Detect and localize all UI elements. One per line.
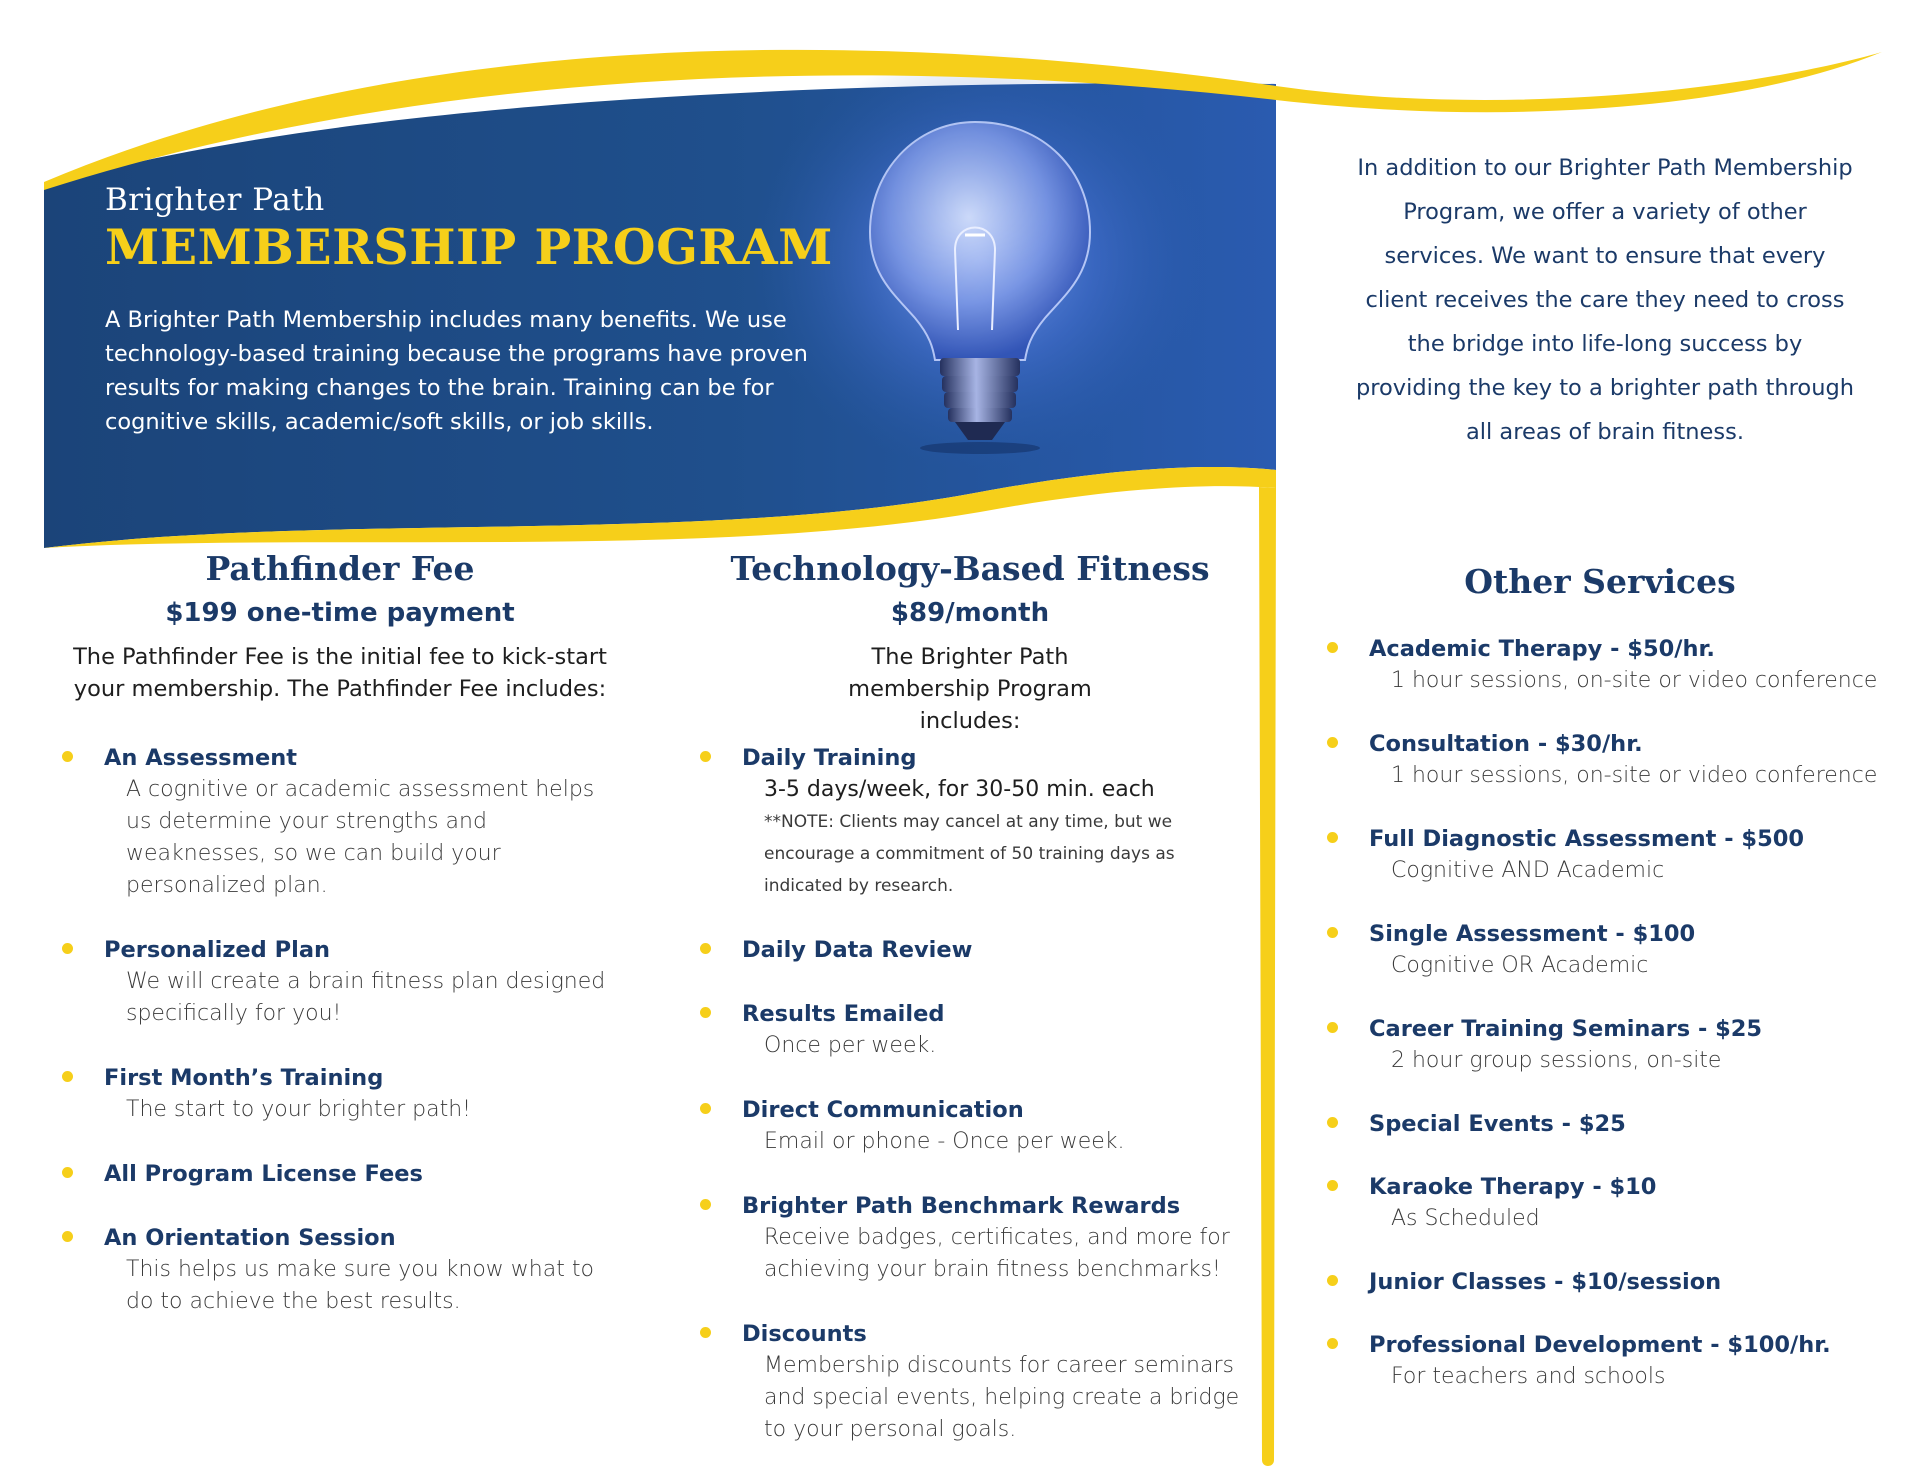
pathfinder-intro: The Pathfinder Fee is the initial fee to kick-start your membership. The Pathfinder Fee includes: bbox=[73, 644, 607, 702]
bullet-icon bbox=[700, 1103, 711, 1114]
hero-description: A Brighter Path Membership includes many benefits. We use technology-based training because the programs have proven results for making changes to the brain. Training can be for cognitive skills, academic/soft skills, or job skills. bbox=[105, 307, 808, 435]
bullet-icon bbox=[700, 1199, 711, 1210]
bullet-icon bbox=[1327, 737, 1338, 748]
item-title: Discounts bbox=[742, 1321, 867, 1347]
item-title: Professional Development - $100/hr. bbox=[1369, 1332, 1831, 1358]
bullet-icon bbox=[62, 751, 73, 762]
bullet-icon bbox=[62, 1231, 73, 1242]
bullet-icon bbox=[62, 943, 73, 954]
item-description: Receive badges, certificates, and more for achieving your brain fitness benchmarks! bbox=[764, 1225, 1230, 1282]
item-description: This helps us make sure you know what to do to achieve the best results. bbox=[126, 1257, 594, 1314]
bullet-icon bbox=[1327, 1275, 1338, 1286]
list-item bbox=[700, 742, 1240, 902]
item-title: Career Training Seminars - $25 bbox=[1369, 1016, 1763, 1042]
bullet-icon bbox=[1327, 927, 1338, 938]
item-title: An Assessment bbox=[104, 745, 297, 771]
bullet-icon bbox=[700, 943, 711, 954]
list-item bbox=[62, 934, 622, 1030]
pathfinder-price: $199 one-time payment bbox=[165, 598, 515, 628]
bullet-icon bbox=[700, 1327, 711, 1338]
item-title: Results Emailed bbox=[742, 1001, 945, 1027]
item-description: The start to your brighter path! bbox=[126, 1097, 471, 1122]
item-title: Full Diagnostic Assessment - $500 bbox=[1369, 826, 1805, 852]
item-title: Junior Classes - $10/session bbox=[1369, 1269, 1722, 1295]
list-item bbox=[700, 1190, 1240, 1286]
hero-title: MEMBERSHIP PROGRAM bbox=[105, 218, 833, 276]
list-item bbox=[62, 1062, 622, 1126]
item-description: For teachers and schools bbox=[1391, 1364, 1666, 1389]
list-item bbox=[1327, 1171, 1907, 1235]
bullet-icon bbox=[1327, 1338, 1338, 1349]
fitness-header bbox=[700, 547, 1240, 737]
item-description: Cognitive AND Academic bbox=[1391, 858, 1665, 883]
item-title: Single Assessment - $100 bbox=[1369, 921, 1696, 947]
list-item bbox=[1327, 1266, 1907, 1298]
item-title: First Month’s Training bbox=[104, 1065, 384, 1091]
item-description: 3-5 days/week, for 30-50 min. each bbox=[764, 777, 1155, 802]
bullet-icon bbox=[1327, 1022, 1338, 1033]
list-item bbox=[700, 934, 1240, 966]
other-services-header bbox=[1340, 560, 1860, 604]
other-services-list bbox=[1327, 633, 1907, 1424]
list-item bbox=[1327, 823, 1907, 887]
bullet-icon bbox=[700, 1007, 711, 1018]
fitness-title: Technology-Based Fitness bbox=[730, 549, 1210, 588]
item-title: Academic Therapy - $50/hr. bbox=[1369, 636, 1715, 662]
item-note: **NOTE: Clients may cancel at any time, but we encourage a commitment of 50 training days as indicated by research. bbox=[764, 812, 1175, 896]
bullet-icon bbox=[1327, 642, 1338, 653]
list-item bbox=[1327, 918, 1907, 982]
fitness-intro: The Brighter Path membership Program includes: bbox=[848, 644, 1092, 734]
item-title: Direct Communication bbox=[742, 1097, 1024, 1123]
item-description: A cognitive or academic assessment helps us determine your strengths and weaknesses, so we can build your personalized plan. bbox=[126, 777, 595, 898]
bullet-icon bbox=[700, 751, 711, 762]
item-description: Once per week. bbox=[764, 1033, 937, 1058]
item-description: 1 hour sessions, on-site or video conference bbox=[1391, 668, 1878, 693]
fitness-list bbox=[700, 742, 1240, 1478]
item-description: Cognitive OR Academic bbox=[1391, 953, 1649, 978]
bullet-icon bbox=[1327, 832, 1338, 843]
hero-eyebrow: Brighter Path bbox=[105, 182, 325, 218]
bullet-icon bbox=[62, 1167, 73, 1178]
list-item bbox=[700, 998, 1240, 1062]
item-description: We will create a brain fitness plan designed specifically for you! bbox=[126, 969, 606, 1026]
item-title: Personalized Plan bbox=[104, 937, 331, 963]
fitness-price: $89/month bbox=[890, 598, 1050, 628]
pathfinder-title: Pathfinder Fee bbox=[205, 549, 475, 588]
item-description: 2 hour group sessions, on-site bbox=[1391, 1048, 1722, 1073]
item-title: An Orientation Session bbox=[104, 1225, 396, 1251]
item-description: 1 hour sessions, on-site or video conference bbox=[1391, 763, 1878, 788]
item-description: Email or phone - Once per week. bbox=[764, 1129, 1125, 1154]
list-item bbox=[62, 742, 622, 902]
bullet-icon bbox=[1327, 1180, 1338, 1191]
list-item bbox=[1327, 1013, 1907, 1077]
other-services-intro: In addition to our Brighter Path Membership Program, we offer a variety of other services. We want to ensure that every client receives the care they need to cross the bridge into life-long success by providing the key to a brighter path through all areas of brain fitness. bbox=[1356, 155, 1854, 445]
item-title: Daily Training bbox=[742, 745, 917, 771]
item-title: Daily Data Review bbox=[742, 937, 973, 963]
item-description: Membership discounts for career seminars and special events, helping create a bridge to your personal goals. bbox=[764, 1353, 1240, 1442]
other-services-title: Other Services bbox=[1464, 562, 1736, 601]
item-title: Brighter Path Benchmark Rewards bbox=[742, 1193, 1181, 1219]
list-item bbox=[1327, 1329, 1907, 1393]
pathfinder-header bbox=[60, 547, 620, 705]
item-title: Consultation - $30/hr. bbox=[1369, 731, 1643, 757]
item-title: Special Events - $25 bbox=[1369, 1111, 1626, 1137]
list-item bbox=[62, 1158, 622, 1190]
list-item bbox=[700, 1318, 1240, 1446]
item-description: As Scheduled bbox=[1391, 1206, 1540, 1231]
list-item bbox=[1327, 728, 1907, 792]
list-item bbox=[62, 1222, 622, 1318]
pathfinder-list bbox=[62, 742, 622, 1350]
bullet-icon bbox=[1327, 1117, 1338, 1128]
item-title: Karaoke Therapy - $10 bbox=[1369, 1174, 1657, 1200]
list-item bbox=[1327, 633, 1907, 697]
bullet-icon bbox=[62, 1071, 73, 1082]
list-item bbox=[700, 1094, 1240, 1158]
item-title: All Program License Fees bbox=[104, 1161, 423, 1187]
list-item bbox=[1327, 1108, 1907, 1140]
